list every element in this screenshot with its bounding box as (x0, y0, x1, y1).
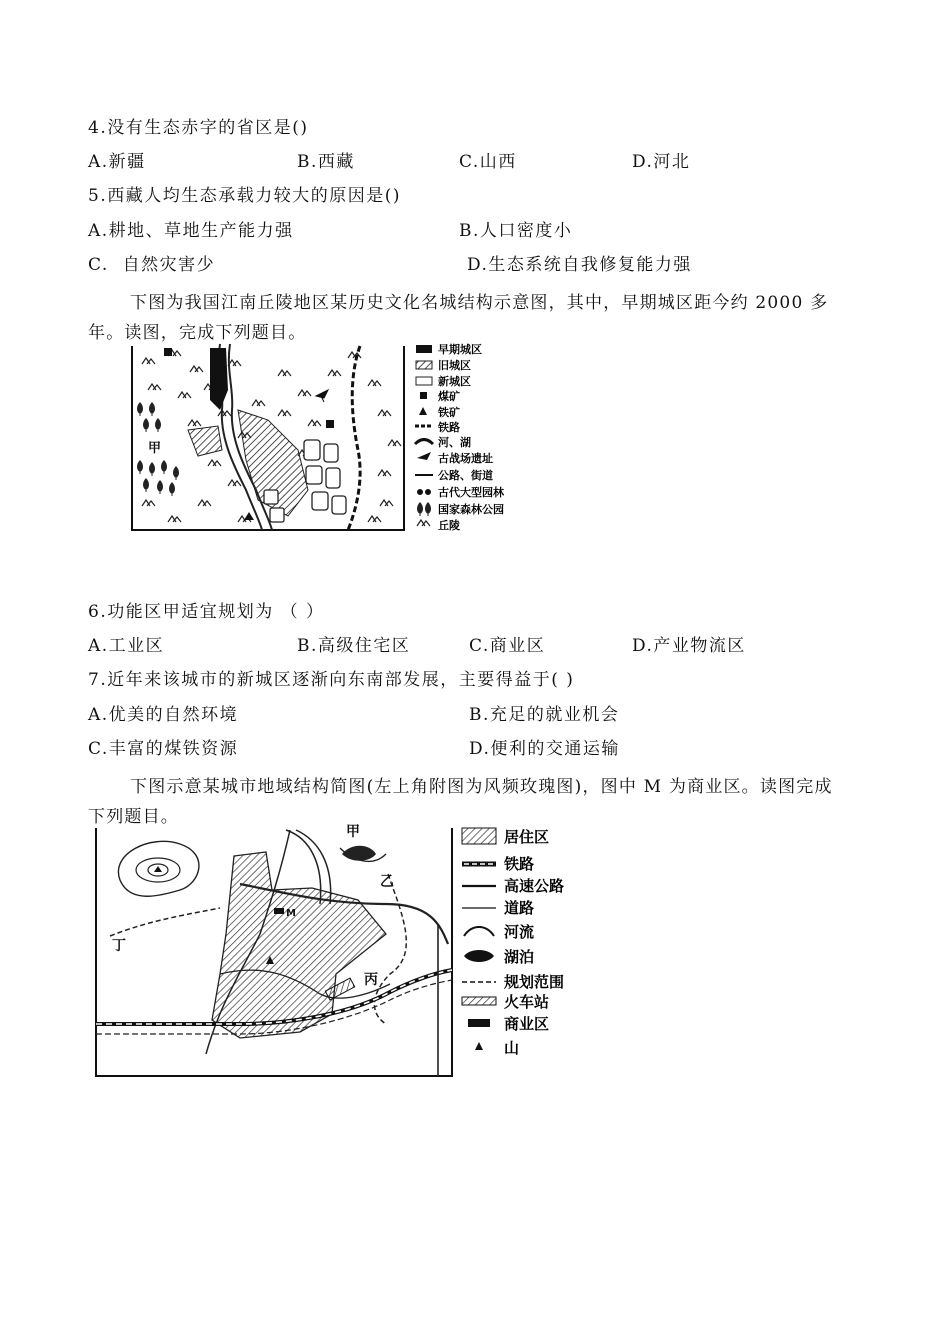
svg-text:商业区: 商业区 (504, 1015, 550, 1033)
svg-text:早期城区: 早期城区 (438, 343, 482, 356)
svg-text:高速公路: 高速公路 (504, 877, 565, 895)
q7-stem: 7.近年来该城市的新城区逐渐向东南部发展，主要得益于( ) (88, 670, 575, 690)
wind-rose-inset (118, 841, 199, 896)
map2-label-jia: 甲 (346, 824, 360, 840)
map2-legend (462, 828, 564, 1057)
q4-option-c: C.山西 (459, 152, 517, 172)
urban-structure-map-svg (90, 824, 590, 1080)
q5-stem: 5.西藏人均生态承载力较大的原因是() (88, 186, 401, 206)
svg-text:山: 山 (504, 1039, 520, 1057)
map2-label-ding: 丁 (112, 938, 126, 954)
urban-structure-map (90, 824, 590, 1080)
map2-label-yi: 乙 (380, 874, 394, 890)
commercial-district-m (274, 908, 284, 914)
svg-text:道路: 道路 (504, 899, 535, 917)
q6-stem: 6.功能区甲适宜规划为 （ ） (88, 602, 325, 622)
svg-text:古战场遗址: 古战场遗址 (438, 452, 493, 465)
q6-option-c: C.商业区 (469, 636, 546, 656)
q5-option-d: D.生态系统自我修复能力强 (467, 255, 692, 275)
q6-option-a: A.工业区 (88, 636, 165, 656)
intro-paragraph-1: 下图为我国江南丘陵地区某历史文化名城结构示意图，其中，早期城区距今约 2000 多 年。读图，完成下列题目。 (88, 293, 829, 343)
early-city-area (210, 348, 228, 410)
q7-option-b: B.充足的就业机会 (469, 705, 620, 725)
svg-text:湖泊: 湖泊 (504, 948, 535, 966)
svg-text:铁路: 铁路 (504, 855, 535, 873)
q7-option-c: C.丰富的煤铁资源 (88, 739, 239, 759)
map1-label-jia: 甲 (148, 441, 162, 456)
svg-text:铁矿: 铁矿 (438, 406, 460, 419)
q7-option-d: D.便利的交通运输 (469, 739, 620, 759)
q7-option-a: A.优美的自然环境 (88, 705, 239, 725)
svg-text:规划范围: 规划范围 (504, 973, 565, 991)
residential-area (212, 852, 386, 1038)
svg-text:古代大型园林: 古代大型园林 (438, 486, 504, 499)
svg-text:煤矿: 煤矿 (438, 390, 460, 403)
map2-label-m: M (286, 908, 296, 919)
q4-option-a: A.新疆 (88, 152, 146, 172)
q5-option-c: C. 自然灾害少 (88, 255, 216, 275)
svg-text:国家森林公园: 国家森林公园 (438, 503, 504, 516)
intro-paragraph-2: 下图示意某城市地域结构简图(左上角附图为风频玫瑰图)，图中 M 为商业区。读图完成 下列题目。 (88, 777, 833, 827)
svg-text:公路、街道: 公路、街道 (438, 469, 493, 482)
map1-legend (415, 342, 505, 532)
city-structure-map-svg (128, 340, 528, 536)
svg-text:丘陵: 丘陵 (438, 519, 460, 532)
svg-text:火车站: 火车站 (504, 993, 550, 1011)
map2-label-bing: 丙 (364, 972, 378, 988)
q4-option-b: B.西藏 (297, 152, 355, 172)
q4-option-d: D.河北 (632, 152, 691, 172)
q6-option-d: D.产业物流区 (632, 636, 746, 656)
city-structure-map (128, 340, 528, 536)
svg-text:旧城区: 旧城区 (438, 359, 471, 372)
svg-text:河流: 河流 (504, 923, 535, 941)
q5-option-b: B.人口密度小 (459, 221, 573, 241)
q5-option-a: A.耕地、草地生产能力强 (88, 221, 294, 241)
q4-stem: 4.没有生态赤字的省区是() (88, 118, 309, 138)
svg-text:新城区: 新城区 (438, 375, 471, 388)
svg-text:河、湖: 河、湖 (438, 436, 471, 449)
q6-option-b: B.高级住宅区 (297, 636, 411, 656)
svg-text:居住区: 居住区 (504, 828, 550, 846)
svg-text:铁路: 铁路 (438, 421, 460, 434)
